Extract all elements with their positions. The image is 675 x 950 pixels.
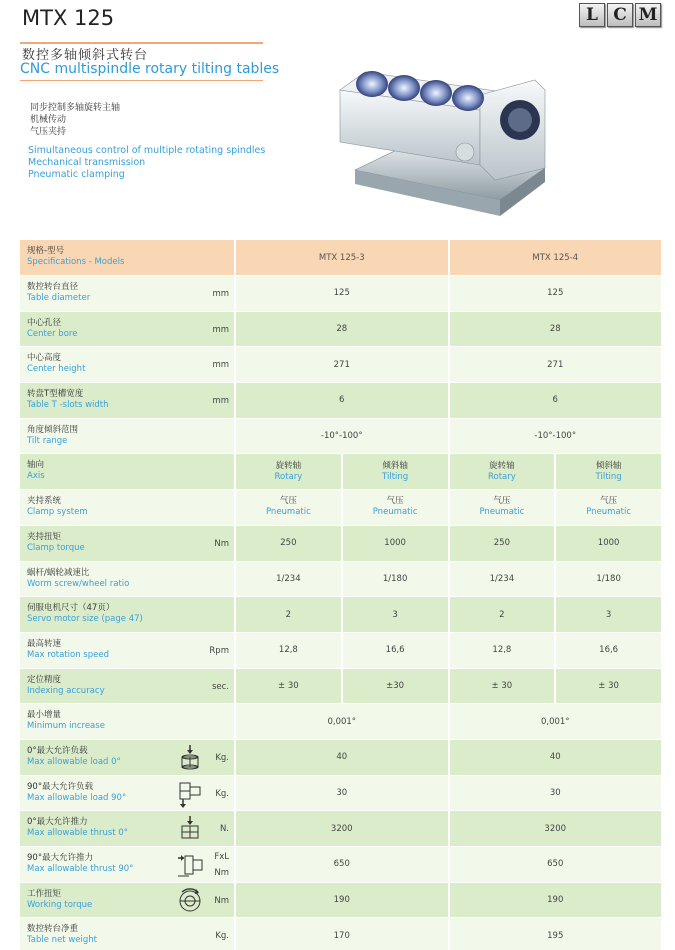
feature-cn-item: 机械传动 (30, 115, 67, 125)
spec-table (20, 240, 661, 950)
value-pair (382, 461, 408, 483)
heading-en: CNC multispindle rotary tilting tables (20, 61, 280, 77)
unit-label: Kg. (215, 788, 229, 799)
unit-label: Rpm (209, 645, 229, 656)
label-cn: 转盘T型槽宽度 (27, 389, 84, 400)
features-cn (30, 102, 120, 138)
value-cell (343, 490, 448, 525)
unit-label: FxL (214, 852, 229, 862)
table-row (20, 419, 661, 455)
value-cn: 气压 (600, 496, 618, 507)
row-label-cell (20, 562, 234, 597)
row-label-cell (20, 276, 234, 311)
value-cell (343, 454, 448, 489)
label-en: Table T -slots width (27, 400, 109, 411)
value-pair (586, 496, 631, 518)
value-cell (236, 454, 341, 489)
load-0-icon (176, 743, 204, 773)
label-en: Table diameter (27, 293, 91, 303)
label-cn: 夹持系统 (27, 496, 62, 507)
value-cell: 12,8 (236, 633, 341, 668)
value-cell: 28 (236, 312, 448, 347)
logo-letter-m: M (635, 3, 661, 27)
label-en: Worm screw/wheel ratio (27, 578, 130, 589)
label-cn: 最高转速 (27, 638, 62, 649)
value-cell: 650 (236, 847, 448, 882)
value-cell: 0,001° (236, 704, 448, 739)
feature-en-item: Simultaneous control of multiple rotating spindles (28, 145, 266, 156)
value-cn: 倾斜轴 (382, 460, 408, 471)
row-label-cell (20, 811, 234, 846)
value-cell (556, 454, 661, 489)
table-row (20, 312, 661, 348)
value-cell: -10°-100° (236, 419, 448, 454)
label-en: Axis (27, 471, 45, 482)
value-cell: 3200 (236, 811, 448, 846)
table-row (20, 383, 661, 419)
label-en: Max allowable load 90° (27, 792, 127, 803)
value-en: Pneumatic (586, 507, 632, 518)
label-cn: 0°最大允许推力 (27, 817, 88, 828)
label-en: Max allowable load 0° (27, 756, 121, 767)
value-pair (479, 496, 524, 518)
value-cell: 6 (450, 383, 662, 418)
value-cn: 旋转轴 (275, 460, 302, 471)
row-label-cell (20, 776, 234, 811)
value-cell: 6 (236, 383, 448, 418)
row-label-cell (20, 704, 234, 739)
feature-en-item: Mechanical transmission (28, 157, 146, 168)
table-row (20, 490, 661, 526)
value-cell: 30 (236, 776, 448, 811)
value-en: Tilting (382, 471, 409, 482)
value-cell: 650 (450, 847, 662, 882)
table-row (20, 669, 661, 705)
row-label-cell (20, 669, 234, 704)
label-en: Indexing accuracy (27, 685, 105, 696)
row-label-cell (20, 740, 234, 775)
value-cell: 271 (236, 347, 448, 382)
feature-en-item: Pneumatic clamping (28, 169, 125, 180)
value-cell: 1/234 (236, 562, 341, 597)
label-en: Max rotation speed (27, 649, 109, 660)
label-cn: 蜗杆/蜗轮减速比 (27, 567, 90, 578)
row-label-cell (20, 526, 234, 561)
logo-letter-c: C (607, 3, 633, 27)
unit-label: sec. (211, 681, 229, 692)
value-cell: 28 (450, 312, 662, 347)
value-cell: 195 (450, 918, 662, 950)
unit-label: Kg. (215, 752, 229, 763)
value-cell: -10°-100° (450, 419, 662, 454)
row-label-cell (20, 383, 234, 418)
value-pair (274, 461, 302, 483)
unit-label: mm (212, 360, 229, 371)
value-cell: 271 (450, 347, 662, 382)
value-cell: 1/180 (343, 562, 448, 597)
value-cell (450, 454, 555, 489)
label-cn: 定位精度 (27, 674, 62, 685)
value-cn: 气压 (386, 496, 404, 507)
unit-label: Nm (214, 895, 229, 906)
value-en: Rotary (274, 471, 303, 482)
label-en: Center height (27, 364, 86, 375)
value-cell: 2 (450, 597, 555, 632)
value-cell: 250 (236, 526, 341, 561)
table-header-row (20, 240, 661, 276)
label-cn: 中心高度 (27, 353, 62, 364)
value-pair (373, 496, 418, 518)
value-cell: 40 (236, 740, 448, 775)
label-en: Max allowable thrust 90° (27, 864, 134, 874)
thrust-0-icon (176, 814, 204, 844)
value-cell: 1/234 (450, 562, 555, 597)
row-label-cell (20, 847, 234, 882)
unit-label: mm (212, 289, 229, 299)
model-title: MTX 125 (22, 6, 115, 30)
table-row (20, 347, 661, 383)
value-cell: 3200 (450, 811, 662, 846)
row-label-cell (20, 597, 234, 632)
lcm-logo (579, 3, 661, 27)
value-cell: 40 (450, 740, 662, 775)
value-cell: 250 (450, 526, 555, 561)
model-header-2: MTX 125-4 (450, 240, 662, 275)
unit-label: Nm (214, 538, 229, 549)
value-cell: ± 30 (450, 669, 555, 704)
table-row (20, 740, 661, 776)
thrust-90-icon (176, 850, 204, 880)
value-cell: 0,001° (450, 704, 662, 739)
value-cell: 30 (450, 776, 662, 811)
value-en: Pneumatic (479, 507, 525, 518)
value-pair (266, 496, 311, 518)
row-label-cell (20, 454, 234, 489)
header-label-cell (20, 240, 234, 275)
label-en: Max allowable thrust 0° (27, 828, 128, 839)
row-label-cell (20, 347, 234, 382)
value-cell: 1/180 (556, 562, 661, 597)
table-row (20, 776, 661, 812)
label-cn: 规格-型号 (27, 246, 65, 256)
label-cn: 轴向 (27, 460, 45, 471)
value-cell: ± 30 (236, 669, 341, 704)
label-cn: 90°最大允许负载 (27, 781, 94, 792)
table-row (20, 704, 661, 740)
value-cell (236, 490, 341, 525)
feature-cn-item: 同步控制多轴旋转主轴 (30, 103, 121, 113)
value-pair (596, 461, 622, 483)
row-label-cell (20, 312, 234, 347)
unit-label: mm (212, 396, 229, 407)
feature-cn-item: 气压夹持 (30, 127, 67, 137)
value-en: Pneumatic (265, 507, 311, 518)
label-cn: 0°最大允许负载 (27, 745, 88, 756)
label-cn: 夹持扭矩 (27, 531, 62, 542)
value-cell: 3 (343, 597, 448, 632)
value-cell: ± 30 (556, 669, 661, 704)
value-cell: 16,6 (343, 633, 448, 668)
table-row (20, 276, 661, 312)
label-en: Clamp system (27, 507, 88, 518)
value-cell: 1000 (343, 526, 448, 561)
value-cell: 16,6 (556, 633, 661, 668)
value-cell: 170 (236, 918, 448, 950)
value-cell (450, 490, 555, 525)
label-en: Center bore (27, 328, 78, 339)
label-en: Servo motor size (page 47) (27, 614, 143, 625)
value-cell: 125 (236, 276, 448, 311)
table-row (20, 847, 661, 883)
label-en: Tilt range (27, 435, 68, 446)
value-cn: 气压 (279, 496, 297, 507)
value-cell: 190 (450, 883, 662, 918)
load-90-icon (176, 779, 204, 809)
heading-rule-bottom (20, 80, 263, 81)
label-cn: 数控转台直径 (27, 282, 79, 292)
row-label-cell (20, 918, 234, 950)
torque-icon (176, 886, 204, 916)
value-pair (488, 461, 516, 483)
value-cell: 12,8 (450, 633, 555, 668)
table-row (20, 883, 661, 919)
table-row (20, 562, 661, 598)
value-cell: 190 (236, 883, 448, 918)
label-en: Specifications - Models (27, 257, 125, 267)
heading-cn: 数控多轴倾斜式转台 (22, 48, 149, 63)
label-cn: 工作扭矩 (27, 888, 62, 899)
value-en: Tilting (595, 471, 622, 482)
value-cell: ±30 (343, 669, 448, 704)
row-label-cell (20, 883, 234, 918)
label-cn: 中心孔径 (27, 317, 62, 328)
value-cell: 125 (450, 276, 662, 311)
label-cn: 最小增量 (27, 710, 62, 721)
model-header-1: MTX 125-3 (236, 240, 448, 275)
unit-label: mm (212, 324, 229, 335)
row-label-cell (20, 490, 234, 525)
label-cn: 伺服电机尺寸（47页） (27, 603, 115, 614)
label-cn: 数控转台净重 (27, 924, 79, 935)
row-label-cell (20, 419, 234, 454)
unit-label: Kg. (215, 931, 229, 942)
value-en: Pneumatic (372, 507, 418, 518)
unit-label: N. (219, 824, 229, 835)
value-cn: 倾斜轴 (595, 460, 622, 471)
value-cell: 2 (236, 597, 341, 632)
table-row (20, 526, 661, 562)
table-row (20, 811, 661, 847)
table-row (20, 454, 661, 490)
table-row (20, 918, 661, 950)
value-cell: 1000 (556, 526, 661, 561)
value-cn: 旋转轴 (489, 460, 515, 471)
unit-label-secondary: Nm (214, 868, 229, 878)
table-row (20, 597, 661, 633)
label-en: Working torque (27, 899, 93, 910)
label-en: Minimum increase (27, 721, 105, 732)
table-row (20, 633, 661, 669)
machine-illustration (330, 50, 560, 220)
value-en: Rotary (487, 471, 516, 482)
label-en: Table net weight (27, 935, 97, 946)
label-en: Clamp torque (27, 542, 85, 553)
value-cn: 气压 (493, 496, 511, 507)
label-cn: 角度倾斜范围 (27, 424, 79, 435)
row-label-cell (20, 633, 234, 668)
features-en (28, 145, 265, 181)
label-cn: 90°最大允许推力 (27, 853, 94, 863)
logo-letter-l: L (579, 3, 605, 27)
value-cell: 3 (556, 597, 661, 632)
value-cell (556, 490, 661, 525)
